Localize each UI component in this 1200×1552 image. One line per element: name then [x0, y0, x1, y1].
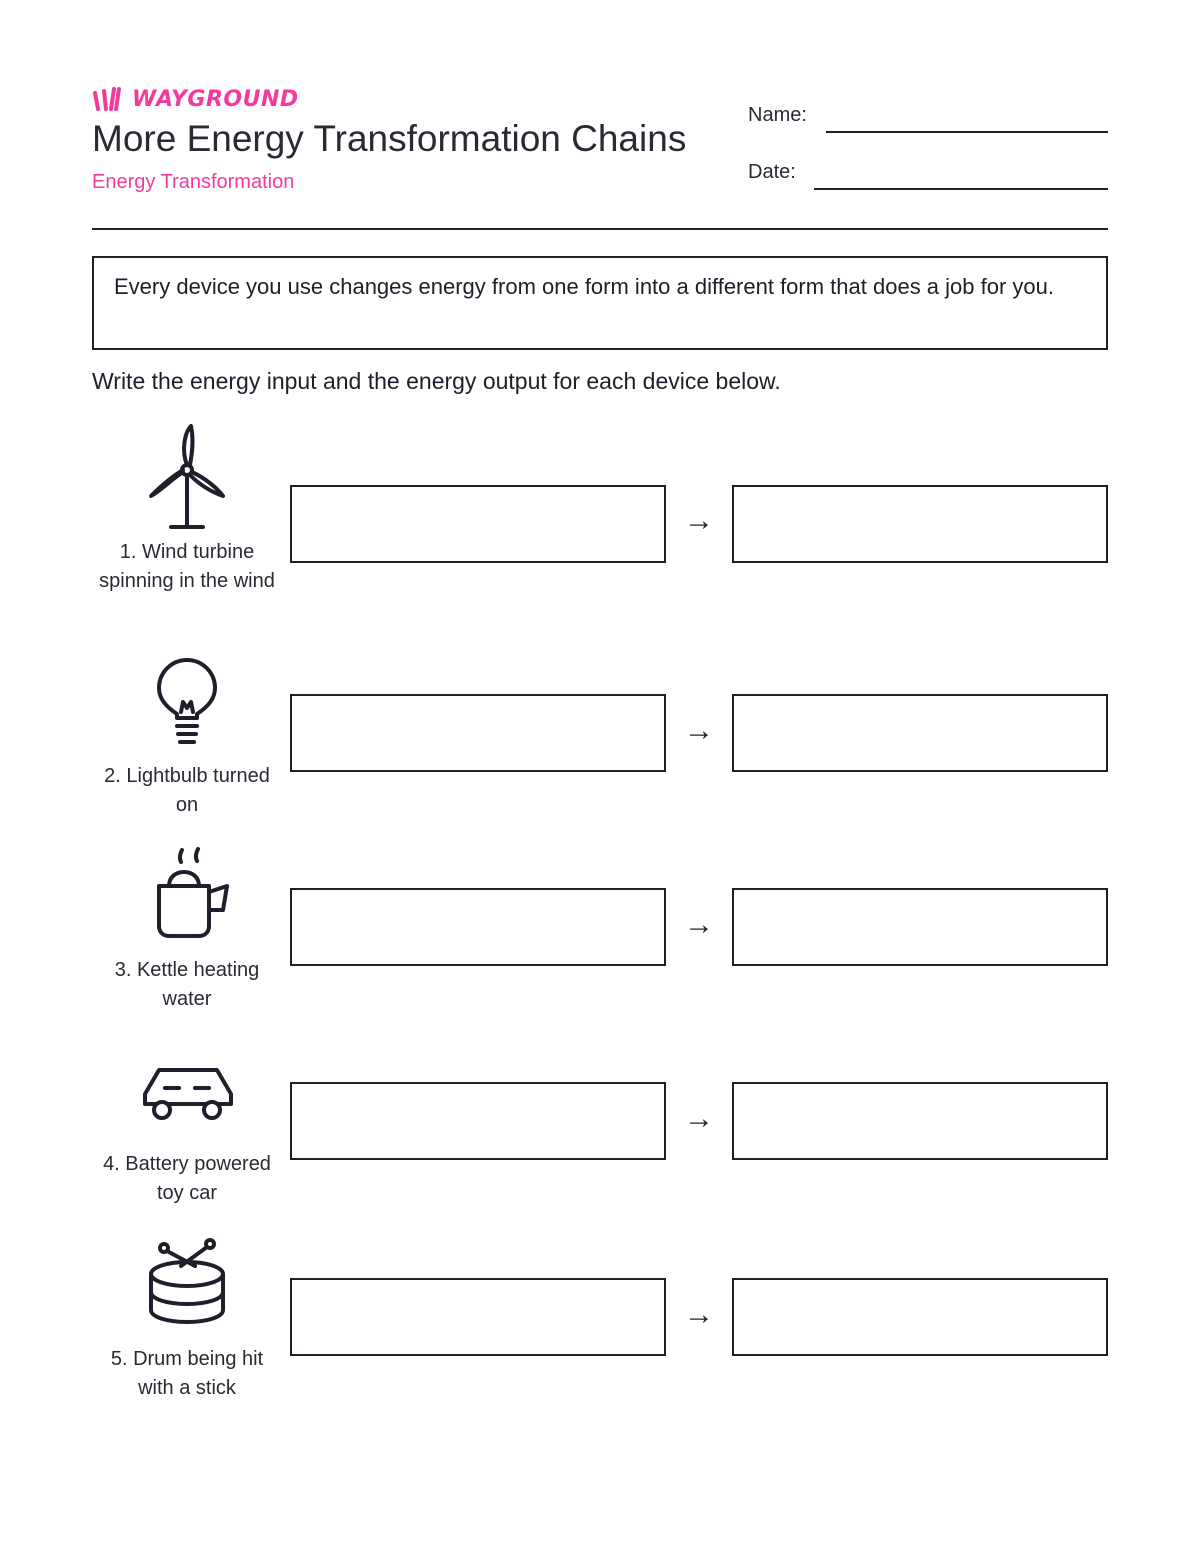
arrow-4: → [684, 1102, 714, 1135]
item-label-4: 4. Battery powered toy car [103, 1153, 271, 1204]
arrow-3: → [684, 908, 714, 941]
intro-text: Every device you use changes energy from one form into a different form that does a job for you. [114, 274, 1054, 299]
wayground-logo-icon [92, 87, 126, 111]
arrow-1: → [684, 504, 714, 537]
energy-output-box-5[interactable] [732, 1278, 1108, 1356]
energy-input-box-5[interactable] [290, 1278, 666, 1356]
page-subtitle: Energy Transformation [92, 171, 295, 193]
brand-name: WAYGROUND [132, 86, 299, 112]
name-field[interactable] [826, 131, 1108, 133]
item-label-2: 2. Lightbulb turned on [104, 765, 270, 816]
date-label: Date: [748, 161, 796, 183]
arrow-2: → [684, 714, 714, 747]
energy-output-box-4[interactable] [732, 1082, 1108, 1160]
energy-output-box-3[interactable] [732, 888, 1108, 966]
item-label-5: 5. Drum being hit with a stick [110, 1348, 264, 1399]
energy-input-box-4[interactable] [290, 1082, 666, 1160]
kettle-icon [137, 840, 237, 950]
name-label: Name: [748, 104, 807, 126]
energy-output-box-2[interactable] [732, 694, 1108, 772]
energy-input-box-1[interactable] [290, 485, 666, 563]
date-field[interactable] [814, 188, 1108, 190]
drum-icon [137, 1232, 237, 1342]
energy-output-box-1[interactable] [732, 485, 1108, 563]
header-divider [92, 228, 1108, 230]
instruction-text: Write the energy input and the energy output for each device below. [92, 368, 781, 394]
brand-logo [92, 86, 299, 112]
wind-turbine-icon [137, 420, 237, 530]
page-title: More Energy Transformation Chains [92, 118, 687, 159]
energy-input-box-3[interactable] [290, 888, 666, 966]
arrow-5: → [684, 1298, 714, 1331]
lightbulb-icon [137, 650, 237, 760]
item-label-1: 1. Wind turbine spinning in the wind [99, 541, 275, 592]
intro-box [92, 256, 1108, 350]
toy-car-icon [137, 1050, 237, 1160]
energy-input-box-2[interactable] [290, 694, 666, 772]
item-label-3: 3. Kettle heating water [114, 959, 260, 1010]
